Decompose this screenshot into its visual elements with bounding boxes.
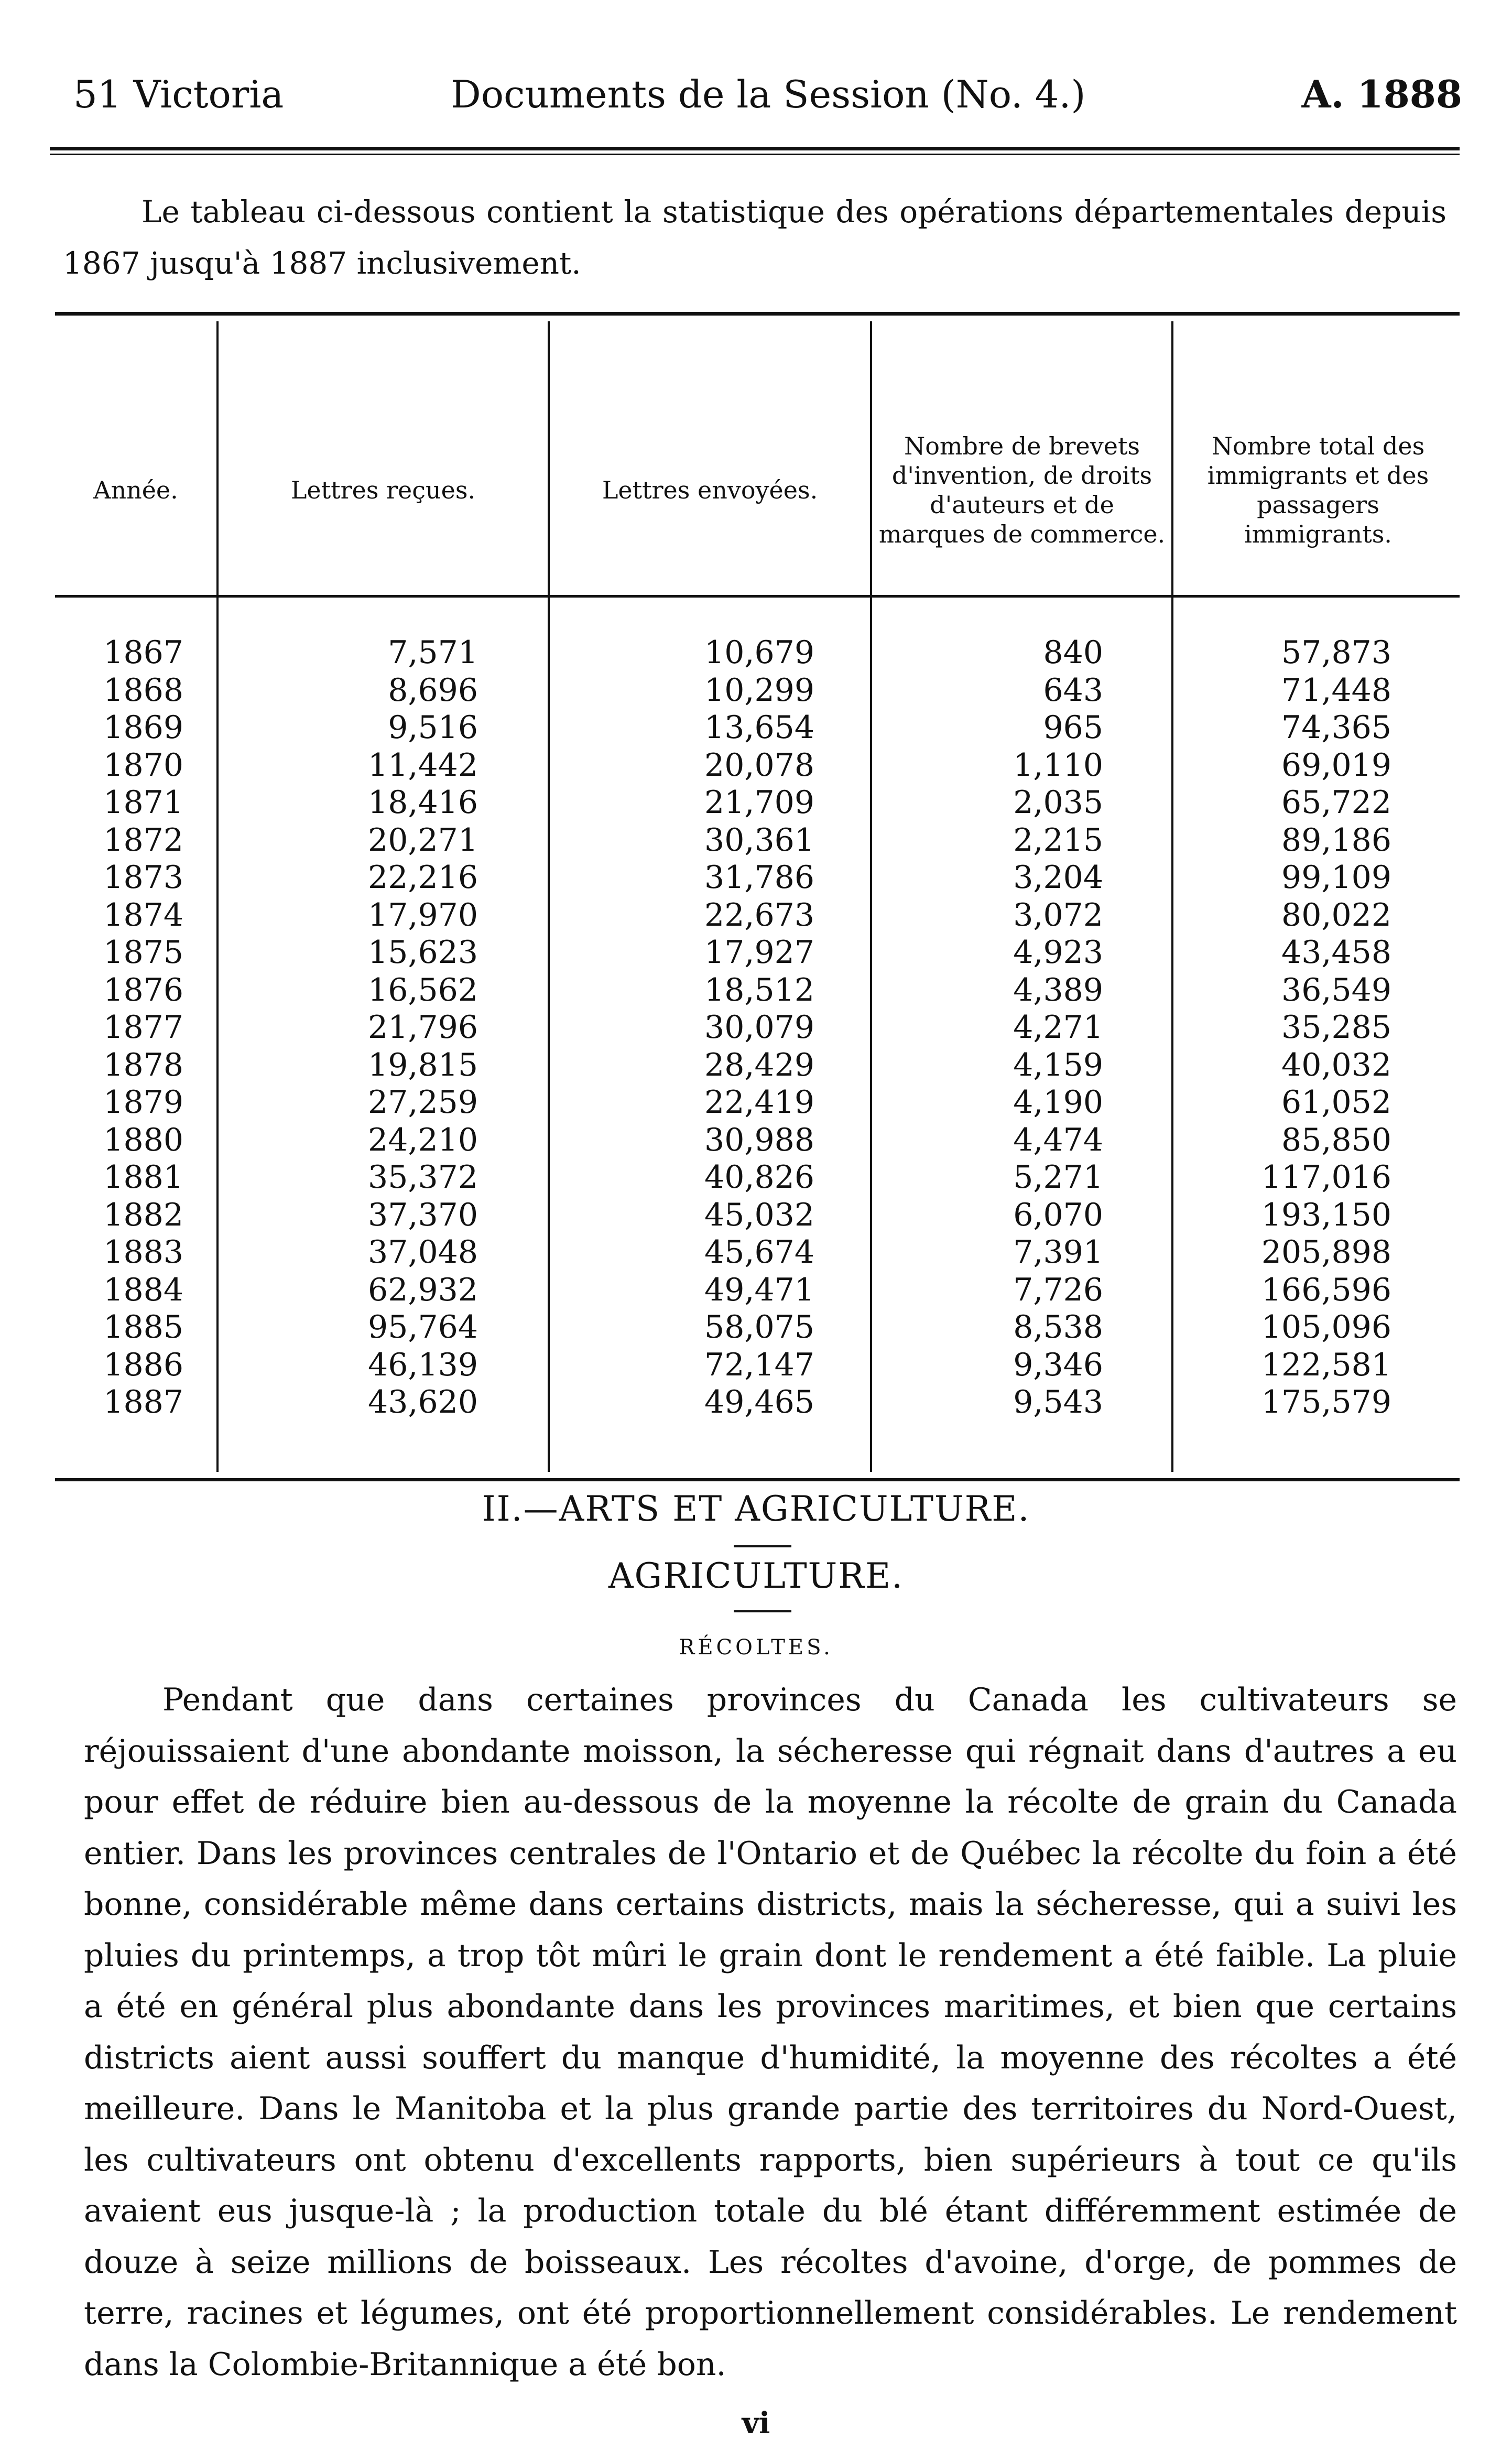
patents-cell: 7,391 [1013,1234,1103,1271]
letters-sent-cell: 30,988 [704,1121,814,1158]
letters-sent-cell: 10,299 [704,671,814,709]
letters-sent-cell: 18,512 [704,971,814,1009]
immigrants-cell: 99,109 [1281,859,1391,896]
year-cell: 1886 [103,1346,183,1383]
year-cell: 1885 [103,1309,183,1346]
header-immigrants: Nombre total des immigrants et des passagers immigrants. [1207,432,1429,548]
header-letters-sent: Lettres envoyées. [602,476,818,504]
letters-received-cell: 27,259 [368,1084,478,1121]
year-cell: 1881 [103,1159,183,1196]
header-documents: Documents de la Session (No. 4.) [451,72,1086,116]
year-cell: 1873 [103,859,183,896]
letters-received-cell: 21,796 [368,1009,478,1046]
immigrants-cell: 85,850 [1281,1121,1391,1158]
letters-received-cell: 43,620 [368,1384,478,1421]
year-cell: 1884 [103,1271,183,1308]
column-years [55,634,183,1422]
patents-cell: 840 [1043,634,1103,671]
section-title: AGRICULTURE. [608,1556,904,1596]
letters-sent-cell: 30,079 [704,1009,814,1046]
letters-sent-cell: 30,361 [704,821,814,859]
body-paragraph: Pendant que dans certaines provinces du Canada les cultivateurs se réjouissaient d'une abondante moisson, la sécheresse qui régnait dans d'autres a eu pour effet de réduire bien au-dessous de la moyenne la récolte de grain du Canada entier. Dans les provinces centrales de l'Ontario et de Québec la récolte du foin a été bonne, considérable même dans certains districts, mais la sécheresse, qui a suivi les pluies du printemps, a trop tôt mûri le grain dont le rendement a été faible. La pluie a été en général plus abondante dans les provinces maritimes, et bien que certains districts aient aussi souffert du manque d'humidité, la moyenne des récoltes a été meilleure. Dans le Manitoba et la plus grande partie des territoires du Nord-Ouest, les cultivateurs ont obtenu d'excellents rapports, bien supérieurs à tout ce qu'ils avaient eus jusque-là ; la production totale du blé étant différemment estimée de douze à seize millions de boisseaux. Les récoltes d'avoine, d'orge, de pommes de terre, racines et légumes, ont été proportionnellement considérables. Le rendement dans la Colombie-Britannique a été bon. [84,1682,1457,2383]
letters-received-cell: 24,210 [368,1121,478,1158]
subsection-title: RÉCOLTES. [679,1635,833,1660]
title-dash [734,1610,791,1612]
part-title: II.—ARTS ET AGRICULTURE. [482,1489,1030,1529]
letters-sent-cell: 49,465 [704,1384,814,1421]
immigrants-cell: 65,722 [1281,784,1391,821]
immigrants-cell: 193,150 [1261,1196,1391,1233]
year-cell: 1882 [103,1196,183,1233]
immigrants-cell: 40,032 [1281,1046,1391,1083]
running-header [52,63,1462,126]
patents-cell: 4,474 [1013,1121,1103,1158]
patents-cell: 5,271 [1013,1159,1103,1196]
letters-sent-cell: 13,654 [704,709,814,746]
column-immigrants [1179,634,1391,1422]
immigrants-cell: 166,596 [1261,1271,1391,1308]
column-divider [1171,321,1173,1472]
column-divider [870,321,872,1472]
year-cell: 1879 [103,1084,183,1121]
letters-sent-cell: 58,075 [704,1309,814,1346]
table-bottom-rule [55,1478,1460,1481]
immigrants-cell: 61,052 [1281,1084,1391,1121]
patents-cell: 7,726 [1013,1271,1103,1308]
patents-cell: 4,389 [1013,971,1103,1009]
letters-received-cell: 20,271 [368,821,478,859]
header-year: A. 1888 [1301,72,1462,116]
patents-cell: 6,070 [1013,1196,1103,1233]
year-cell: 1869 [103,709,183,746]
year-cell: 1878 [103,1046,183,1083]
table-top-rule [55,312,1460,316]
header-letters-received: Lettres reçues. [290,476,476,504]
year-cell: 1876 [103,971,183,1009]
immigrants-cell: 74,365 [1281,709,1391,746]
letters-received-cell: 46,139 [368,1346,478,1383]
header-session: 51 Victoria [73,72,284,116]
year-cell: 1883 [103,1234,183,1271]
immigrants-cell: 175,579 [1261,1384,1391,1421]
letters-received-cell: 8,696 [388,671,478,709]
column-letters-sent [550,634,814,1422]
header-rule [50,147,1460,155]
immigrants-cell: 205,898 [1261,1234,1391,1271]
letters-sent-cell: 45,674 [704,1234,814,1271]
letters-received-cell: 37,048 [368,1234,478,1271]
immigrants-cell: 117,016 [1261,1159,1391,1196]
letters-sent-cell: 21,709 [704,784,814,821]
year-cell: 1887 [103,1384,183,1421]
immigrants-cell: 80,022 [1281,896,1391,934]
year-cell: 1875 [103,934,183,971]
letters-sent-cell: 20,078 [704,746,814,784]
table-header-rule [55,595,1460,598]
patents-cell: 9,543 [1013,1384,1103,1421]
letters-received-cell: 22,216 [368,859,478,896]
title-dash [734,1545,791,1547]
letters-sent-cell: 10,679 [704,634,814,671]
patents-cell: 4,923 [1013,934,1103,971]
letters-received-cell: 37,370 [368,1196,478,1233]
patents-cell: 3,072 [1013,896,1103,934]
year-cell: 1871 [103,784,183,821]
year-cell: 1880 [103,1121,183,1158]
letters-sent-cell: 31,786 [704,859,814,896]
immigrants-cell: 122,581 [1261,1346,1391,1383]
patents-cell: 3,204 [1013,859,1103,896]
year-cell: 1877 [103,1009,183,1046]
immigrants-cell: 105,096 [1261,1309,1391,1346]
letters-sent-cell: 17,927 [704,934,814,971]
letters-received-cell: 35,372 [368,1159,478,1196]
letters-received-cell: 15,623 [368,934,478,971]
immigrants-cell: 43,458 [1281,934,1391,971]
patents-cell: 2,035 [1013,784,1103,821]
immigrants-cell: 69,019 [1281,746,1391,784]
immigrants-cell: 57,873 [1281,634,1391,671]
letters-received-cell: 19,815 [368,1046,478,1083]
column-letters-received [219,634,478,1422]
letters-sent-cell: 22,673 [704,896,814,934]
patents-cell: 4,190 [1013,1084,1103,1121]
letters-received-cell: 16,562 [368,971,478,1009]
year-cell: 1870 [103,746,183,784]
letters-sent-cell: 49,471 [704,1271,814,1308]
letters-sent-cell: 28,429 [704,1046,814,1083]
intro-paragraph: Le tableau ci-dessous contient la statistique des opérations départementales depuis 1867 jusqu'à 1887 inclusivement. [63,194,1446,281]
patents-cell: 2,215 [1013,821,1103,859]
patents-cell: 9,346 [1013,1346,1103,1383]
year-cell: 1867 [103,634,183,671]
header-patents: Nombre de brevets d'invention, de droits d'auteurs et de marques de commerce. [878,432,1166,548]
letters-received-cell: 18,416 [368,784,478,821]
letters-received-cell: 17,970 [368,896,478,934]
letters-sent-cell: 72,147 [704,1346,814,1383]
patents-cell: 4,271 [1013,1009,1103,1046]
immigrants-cell: 71,448 [1281,671,1391,709]
immigrants-cell: 89,186 [1281,821,1391,859]
letters-sent-cell: 40,826 [704,1159,814,1196]
letters-received-cell: 11,442 [368,746,478,784]
statistics-table [55,312,1460,1481]
patents-cell: 643 [1043,671,1103,709]
year-cell: 1868 [103,671,183,709]
patents-cell: 8,538 [1013,1309,1103,1346]
patents-cell: 965 [1043,709,1103,746]
letters-sent-cell: 45,032 [704,1196,814,1233]
immigrants-cell: 36,549 [1281,971,1391,1009]
patents-cell: 4,159 [1013,1046,1103,1083]
letters-received-cell: 95,764 [368,1309,478,1346]
letters-received-cell: 9,516 [388,709,478,746]
letters-sent-cell: 22,419 [704,1084,814,1121]
year-cell: 1872 [103,821,183,859]
patents-cell: 1,110 [1013,746,1103,784]
letters-received-cell: 7,571 [388,634,478,671]
year-cell: 1874 [103,896,183,934]
immigrants-cell: 35,285 [1281,1009,1391,1046]
column-patents [878,634,1103,1422]
letters-received-cell: 62,932 [368,1271,478,1308]
page-number: vi [742,2406,770,2441]
header-year-col: Année. [93,476,178,504]
